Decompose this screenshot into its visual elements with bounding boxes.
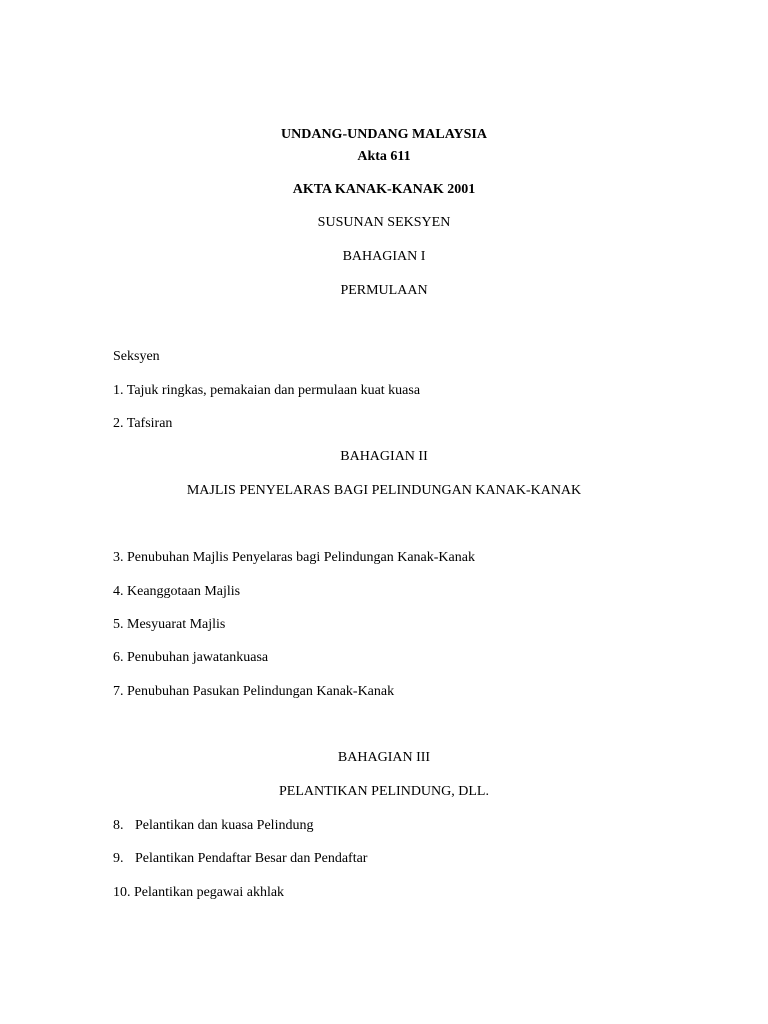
section-item: 3. Penubuhan Majlis Penyelaras bagi Pelindungan Kanak-Kanak [113, 550, 475, 565]
section-item: 1. Tajuk ringkas, pemakaian dan permulaan kuat kuasa [113, 383, 421, 398]
part2-heading: BAHAGIAN II [340, 449, 428, 464]
part1-title: PERMULAAN [340, 283, 428, 298]
section-item [113, 818, 313, 834]
section-text: Pelantikan pegawai akhlak [134, 885, 285, 900]
section-number: 9. [113, 851, 124, 866]
section-item [113, 885, 284, 901]
section-number: 10. [113, 885, 131, 900]
section-item: 7. Penubuhan Pasukan Pelindungan Kanak-Kanak [113, 684, 395, 699]
section-item: 4. Keanggotaan Majlis [113, 584, 241, 599]
section-number: 8. [113, 818, 124, 833]
act-number: Akta 611 [357, 149, 411, 164]
section-item: 2. Tafsiran [113, 416, 173, 431]
arrangement-heading: SUSUNAN SEKSYEN [317, 215, 451, 230]
act-title: AKTA KANAK-KANAK 2001 [292, 182, 476, 197]
part1-heading: BAHAGIAN I [342, 249, 426, 264]
section-item: 6. Penubuhan jawatankuasa [113, 650, 269, 665]
part3-heading: BAHAGIAN III [337, 750, 431, 765]
section-label: Seksyen [113, 349, 160, 364]
section-item [113, 851, 367, 867]
law-title: UNDANG-UNDANG MALAYSIA [281, 127, 487, 142]
part3-title: PELANTIKAN PELINDUNG, DLL. [279, 784, 489, 799]
part2-title: MAJLIS PENYELARAS BAGI PELINDUNGAN KANAK-KANAK [186, 483, 582, 498]
section-text: Pelantikan dan kuasa Pelindung [135, 818, 314, 833]
section-text: Pelantikan Pendaftar Besar dan Pendaftar [135, 851, 368, 866]
section-item: 5. Mesyuarat Majlis [113, 617, 226, 632]
